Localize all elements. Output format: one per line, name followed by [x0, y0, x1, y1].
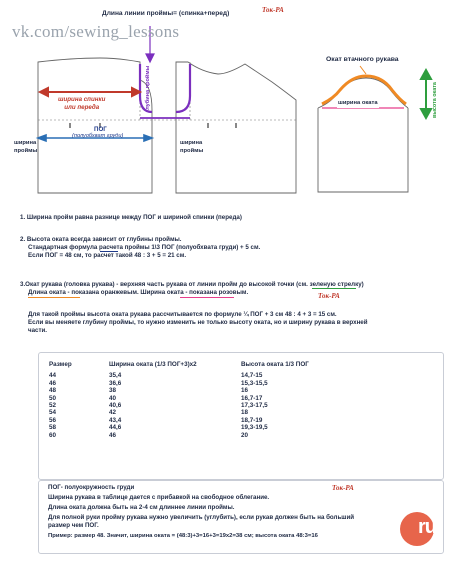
bust-sublabel: (полуобхват груди) [72, 133, 124, 139]
cell-height: 20 [241, 431, 249, 439]
table-body [49, 372, 443, 439]
armhole-width-label-right: ширина проймы [180, 140, 204, 154]
signature-mid: Ток-РА [318, 292, 340, 300]
table-row [49, 372, 443, 379]
cell-height: 17,3-17,5 [241, 402, 268, 410]
header-size: Размер [49, 361, 72, 368]
underline-accent-2 [312, 288, 356, 289]
signature-top: Ток-РА [262, 6, 284, 14]
cell-width: 36,6 [109, 379, 122, 387]
cell-height: 18 [241, 409, 249, 417]
cell-height: 18,7-19 [241, 416, 263, 424]
table-row [49, 432, 443, 439]
table-row [49, 409, 443, 416]
header-cap-width: Ширина оката (1/3 ПОГ+3)х2 [109, 361, 197, 368]
paragraph-1: 1. Ширина пройм равна разнице между ПОГ и шириной спинки (переда) [20, 214, 242, 221]
paragraph-4b: Если вы меняете глубину проймы, то нужно изменить не только высоту оката, но и ширину рукава в верхней [28, 319, 368, 326]
cell-height: 16,7-17 [241, 394, 263, 402]
cell-size: 46 [49, 379, 57, 387]
paragraph-2a: 2. Высота оката всегда зависит от глубины проймы. [20, 236, 182, 243]
cell-width: 46 [109, 431, 117, 439]
paragraph-2c: Если ПОГ = 48 см, то расчет такой 48 : 3 + 5 = 21 см. [28, 252, 187, 259]
sleeve-title-pointer [360, 66, 366, 74]
table-row [49, 387, 443, 394]
ru-logo [400, 508, 456, 552]
cell-size: 58 [49, 424, 57, 432]
cell-size: 44 [49, 372, 57, 380]
cell-size: 50 [49, 394, 57, 402]
table-row [49, 424, 443, 431]
table-row [49, 380, 443, 387]
underline-accent-3 [28, 297, 80, 298]
cell-width: 44,6 [109, 424, 122, 432]
note-1: ПОГ- полуокружность груди [48, 484, 135, 491]
paragraph-3b: Длина оката - показана оранжевым. Ширина оката - показана розовым. [28, 289, 249, 296]
note-4: Для полной руки пройму рукава нужно увеличить (углубить), если рукав должен быть на больший [48, 514, 355, 521]
watermark: vk.com/sewing_lessons [12, 22, 180, 41]
note-5: размер чем ПОГ. [48, 522, 99, 529]
paragraph-4c: части. [28, 327, 48, 334]
cell-size: 48 [49, 387, 57, 395]
table-row [49, 417, 443, 424]
underline-accent-1 [100, 251, 118, 252]
cell-width: 42 [109, 409, 117, 417]
header-cap-height: Высота оката 1/3 ПОГ [241, 361, 309, 368]
cell-width: 35,4 [109, 372, 122, 380]
note-6: Пример: размер 48. Значит, ширина оката = (48:3)+3=16+3=19х2=38 см; высота оката 48:3=16 [48, 533, 318, 539]
armhole-depth-label: глубина проймы [145, 65, 151, 112]
back-width-arrow [40, 88, 140, 96]
bust-label: ПОГ [94, 126, 107, 133]
table-row [49, 402, 443, 409]
table-row [49, 395, 443, 402]
back-width-label: ширина спинки или переда [58, 96, 106, 111]
cell-height: 19,3-19,5 [241, 424, 268, 432]
cell-height: 14,7-15 [241, 372, 263, 380]
cell-width: 43,4 [109, 416, 122, 424]
cell-size: 60 [49, 431, 57, 439]
underline-accent-4 [180, 297, 234, 298]
paragraph-3a: 3.Окат рукава (головка рукава) - верхняя часть рукава от линии пройм до высокой точки (см. зеленую стрелку) [20, 281, 364, 288]
cell-size: 56 [49, 416, 57, 424]
paragraph-2b: Стандартная формула расчета проймы 1\3 ПОГ (полуобхвата груди) + 5 см. [28, 244, 261, 251]
sleeve-title: Окат втачного рукава [326, 56, 399, 63]
armhole-width-label-left: ширина проймы [14, 140, 38, 154]
sizes-table [38, 352, 444, 480]
cell-height: 16 [241, 387, 249, 395]
cell-width: 40,6 [109, 402, 122, 410]
cell-size: 54 [49, 409, 57, 417]
paragraph-4a: Для такой проймы высота оката рукава рассчитывается по формуле ¼ ПОГ + 3 см 48 : 4 + 3 = 15 см. [28, 311, 337, 318]
diagram-title: Длина линии проймы= (спинка+перед) [102, 10, 230, 17]
note-2: Ширина рукава в таблице дается с прибавкой на свободное облегание. [48, 494, 270, 501]
cap-height-arrow [421, 70, 431, 118]
note-3: Длина оката должна быть на 2-4 см длиннее линии проймы. [48, 504, 235, 511]
signature-bottom: Ток-РА [332, 484, 354, 492]
cell-size: 52 [49, 402, 57, 410]
cell-height: 15,3-15,5 [241, 379, 268, 387]
cell-width: 40 [109, 394, 117, 402]
table-header [49, 361, 443, 368]
ru-logo-text: ru [418, 516, 436, 538]
cap-width-label: ширина оката [338, 100, 378, 106]
cell-width: 38 [109, 387, 117, 395]
cap-height-label: высота оката [432, 82, 438, 118]
